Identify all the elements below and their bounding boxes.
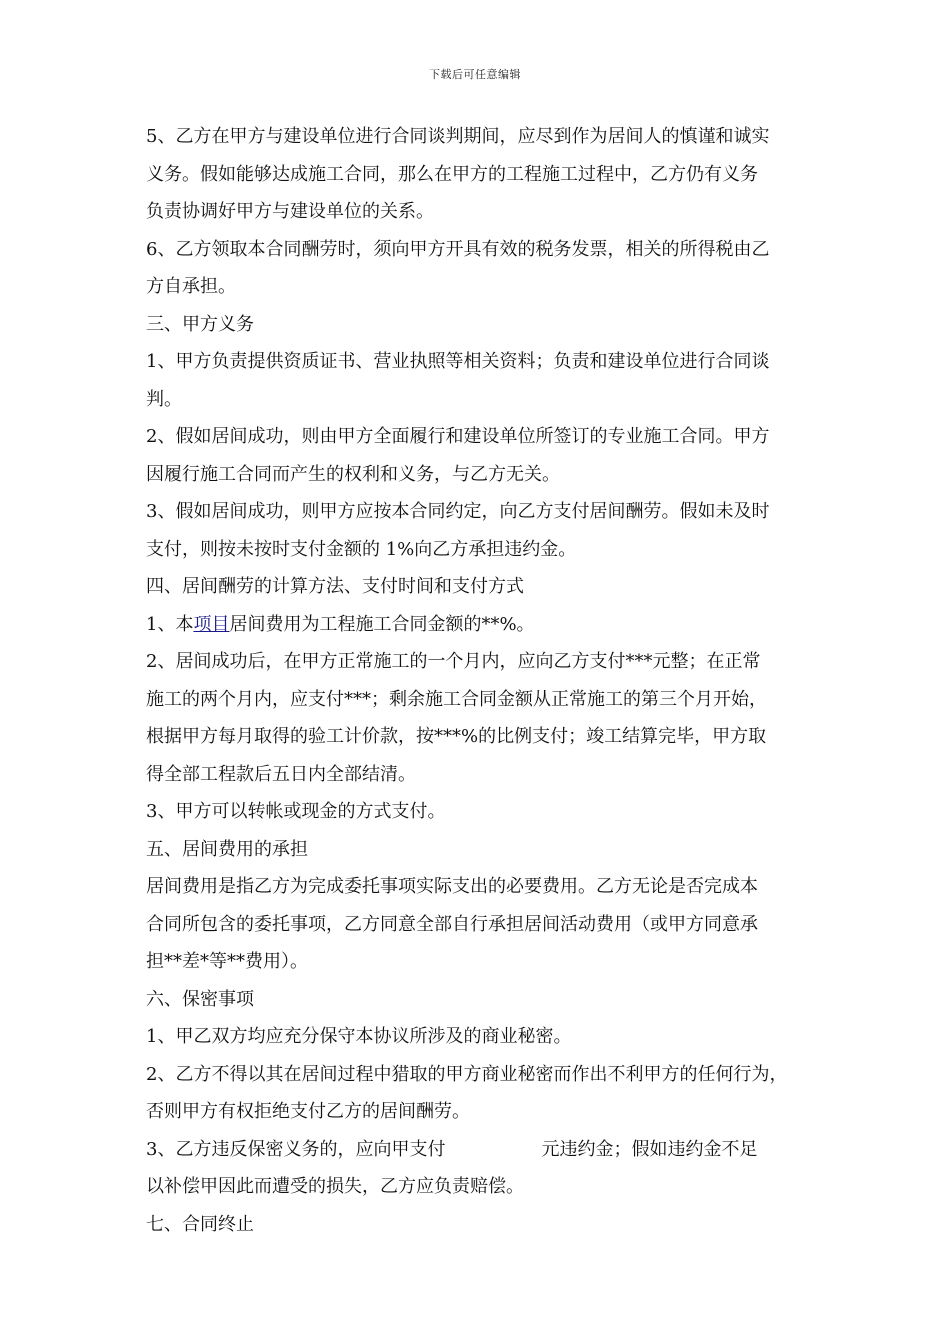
- paragraph-line: 否则甲方有权拒绝支付乙方的居间酬劳。: [146, 1101, 470, 1122]
- paragraph-line: 判。: [146, 388, 182, 410]
- section-heading-5: 五、居间费用的承担: [146, 838, 308, 860]
- line-text: 3、乙方违反保密义务的，应向甲支付: [146, 1138, 446, 1160]
- paragraph-line: 义务。假如能够达成施工合同，那么在甲方的工程施工过程中，乙方仍有义务: [146, 163, 758, 185]
- paragraph-line: 以补偿甲因此而遭受的损失，乙方应负责赔偿。: [146, 1176, 524, 1197]
- line-text: 元违约金；假如违约金不足: [541, 1138, 758, 1160]
- paragraph-line: 2、乙方不得以其在居间过程中猎取的甲方商业秘密而作出不利甲方的任何行为，: [146, 1063, 788, 1085]
- paragraph-line: 得全部工程款后五日内全部结清。: [146, 763, 416, 785]
- paragraph-line: 1、甲乙双方均应充分保守本协议所涉及的商业秘密。: [146, 1026, 572, 1047]
- paragraph-line: [146, 1131, 816, 1169]
- paragraph-line: 负责协调好甲方与建设单位的关系。: [146, 201, 434, 222]
- paragraph-line: 支付，则按未按时支付金额的 1%向乙方承担违约金。: [146, 538, 577, 560]
- paragraph-line: 根据甲方每月取得的验工计价款，按***%的比例支付；竣工结算完毕，甲方取: [146, 726, 767, 747]
- page-header: 下载后可任意编辑: [429, 68, 521, 81]
- paragraph-line: [146, 606, 816, 644]
- paragraph-line: 3、甲方可以转帐或现金的方式支付。: [146, 801, 446, 822]
- project-link[interactable]: 项目: [193, 613, 230, 635]
- paragraph-line: 担**差*等**费用）。: [146, 951, 308, 972]
- section-heading-3: 三、甲方义务: [146, 313, 254, 335]
- paragraph-line: 居间费用是指乙方为完成委托事项实际支出的必要费用。乙方无论是否完成本: [146, 876, 758, 897]
- paragraph-line: 1、甲方负责提供资质证书、营业执照等相关资料；负责和建设单位进行合同谈: [146, 351, 770, 372]
- paragraph-line: 5、乙方在甲方与建设单位进行合同谈判期间，应尽到作为居间人的慎谨和诚实: [146, 126, 770, 147]
- paragraph-line: 因履行施工合同而产生的权利和义务，与乙方无关。: [146, 463, 560, 485]
- paragraph-line: 施工的两个月内，应支付***；剩余施工合同金额从正常施工的第三个月开始，: [146, 688, 767, 710]
- paragraph-line: 合同所包含的委托事项，乙方同意全部自行承担居间活动费用（或甲方同意承: [146, 913, 758, 935]
- line-text: 1、本: [146, 613, 194, 635]
- paragraph-line: 方自承担。: [146, 276, 236, 297]
- document-body: [146, 118, 816, 1243]
- section-heading-6: 六、保密事项: [146, 988, 254, 1010]
- paragraph-line: 3、假如居间成功，则甲方应按本合同约定，向乙方支付居间酬劳。假如未及时: [146, 501, 770, 522]
- paragraph-line: 2、假如居间成功，则由甲方全面履行和建设单位所签订的专业施工合同。甲方: [146, 426, 770, 447]
- paragraph-line: 6、乙方领取本合同酬劳时，须向甲方开具有效的税务发票，相关的所得税由乙: [146, 238, 770, 260]
- section-heading-7: 七、合同终止: [146, 1213, 254, 1235]
- line-text: 居间费用为工程施工合同金额的**%。: [229, 613, 535, 635]
- paragraph-line: 2、居间成功后，在甲方正常施工的一个月内，应向乙方支付***元整；在正常: [146, 651, 761, 672]
- section-heading-4: 四、居间酬劳的计算方法、支付时间和支付方式: [146, 576, 524, 597]
